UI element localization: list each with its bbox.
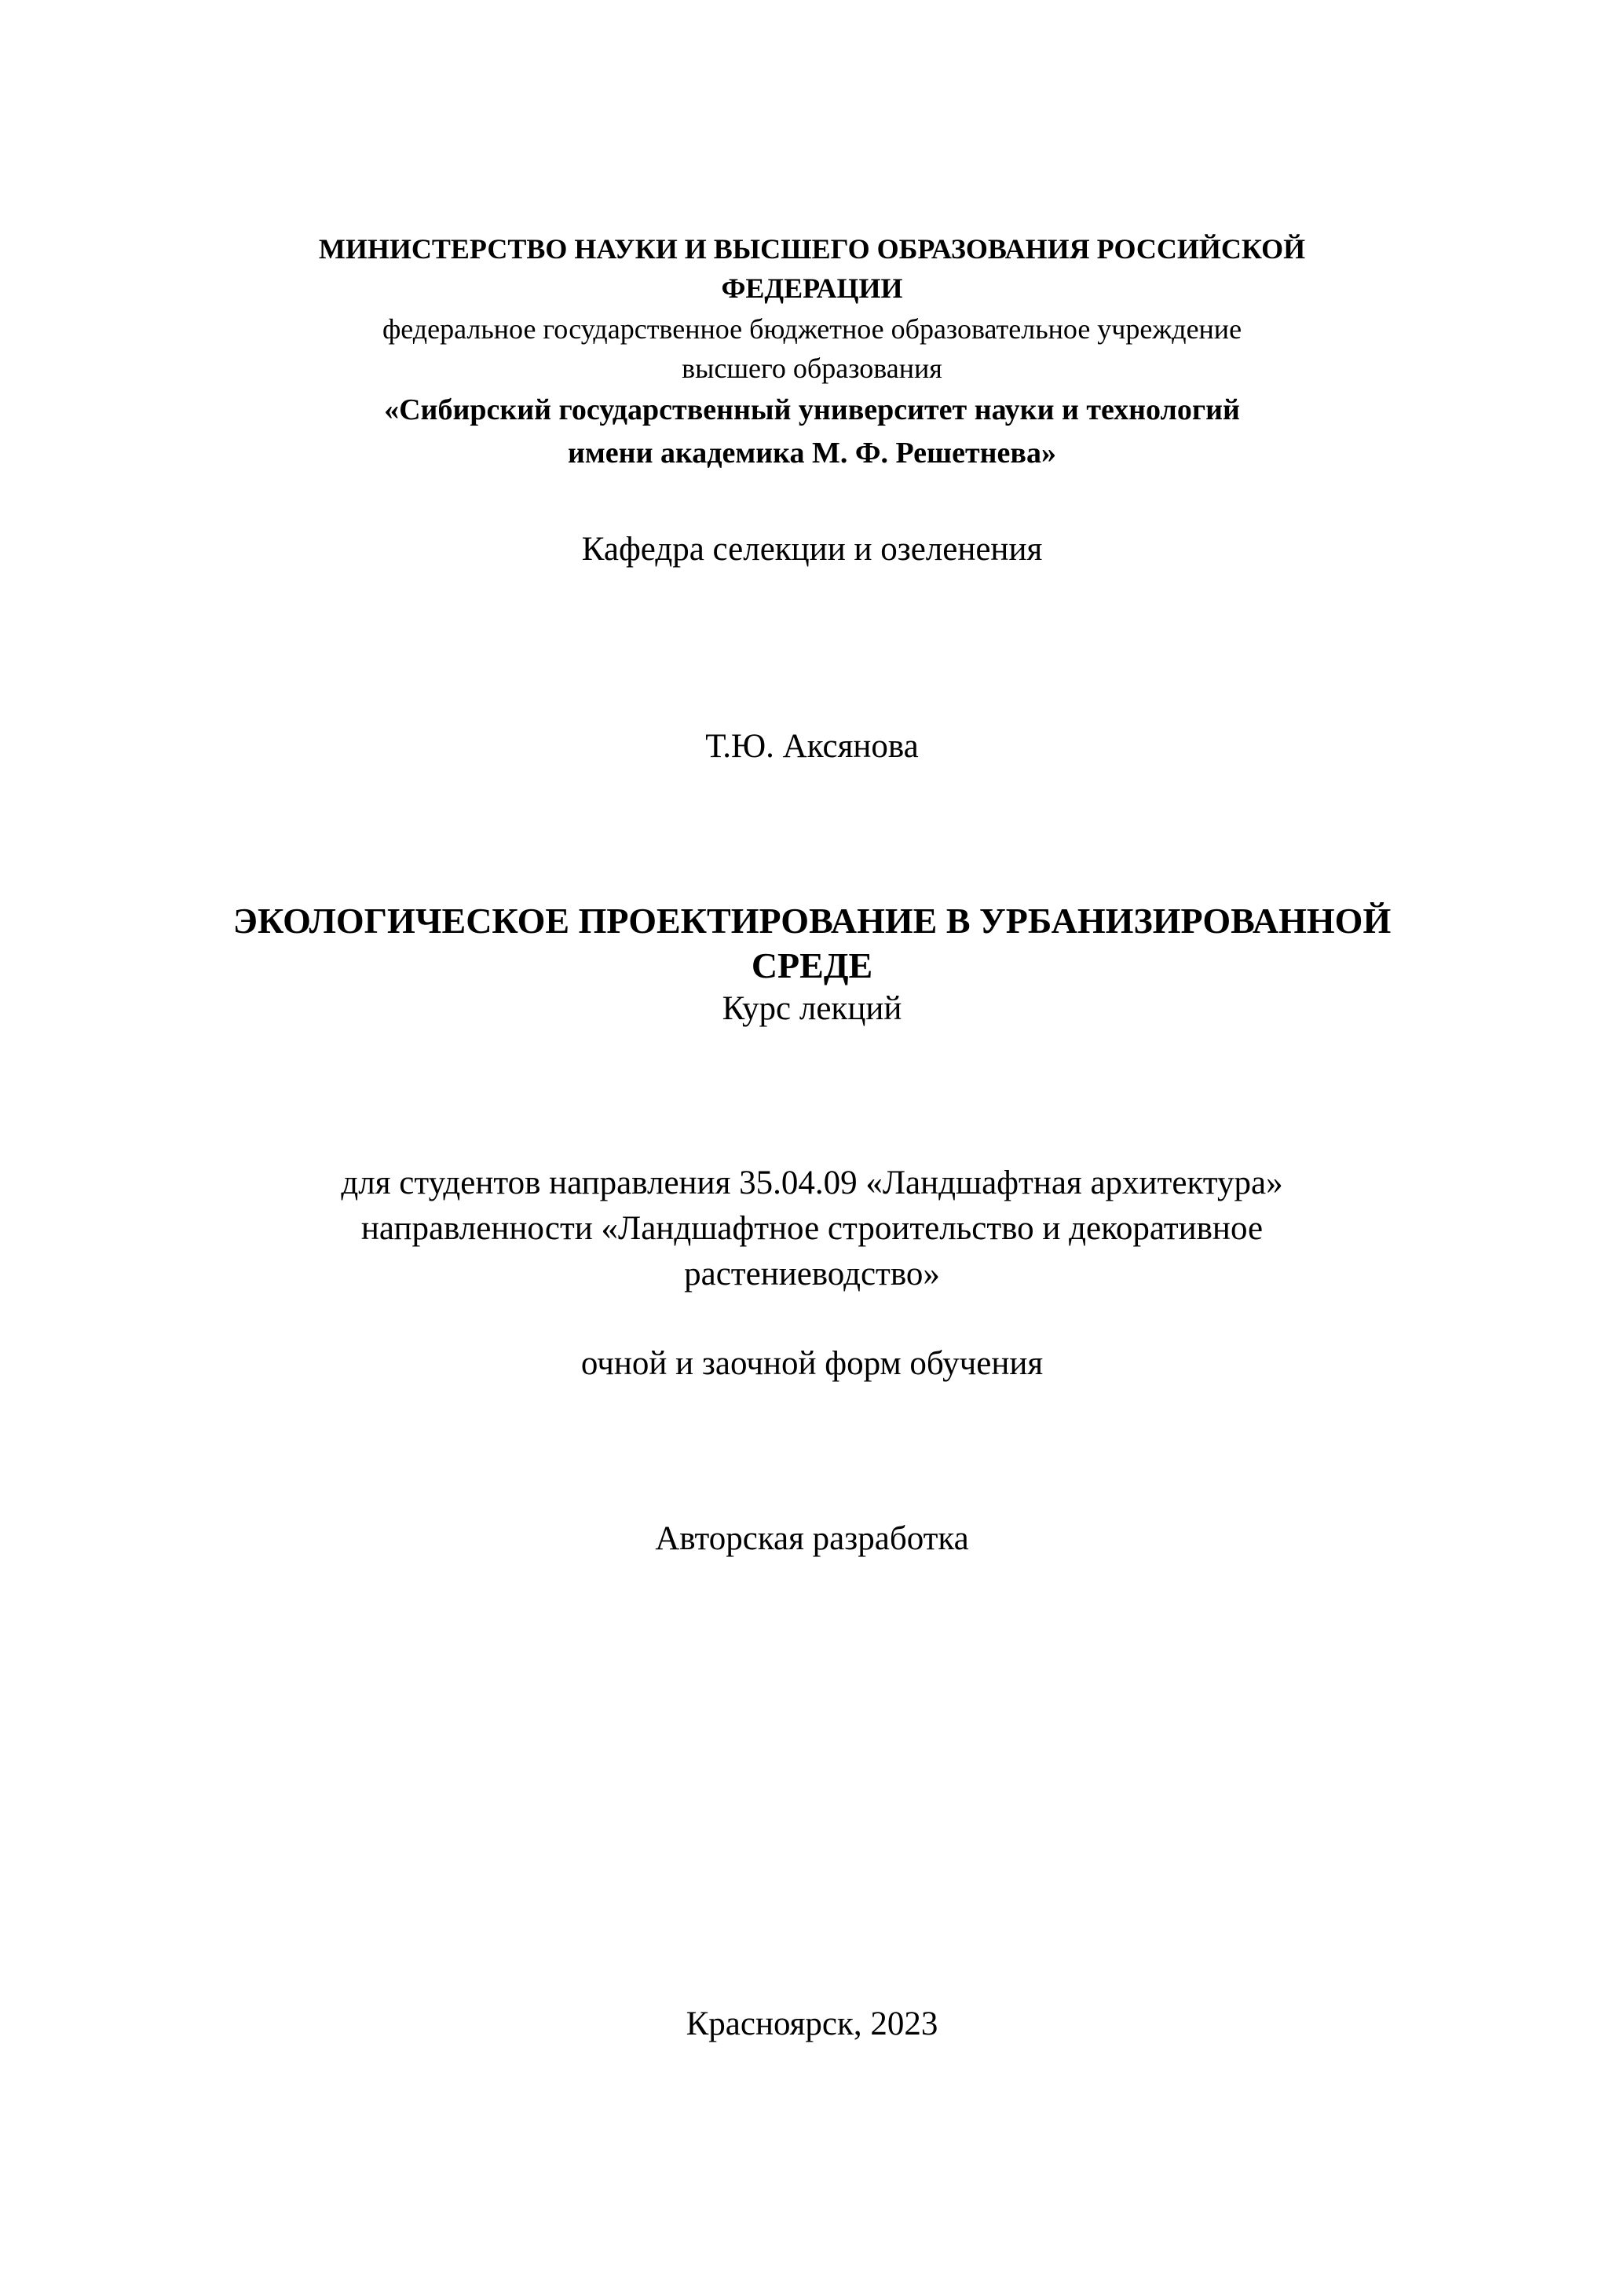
ministry-line-1: МИНИСТЕРСТВО НАУКИ И ВЫСШЕГО ОБРАЗОВАНИЯ РОССИЙСКОЙ — [318, 233, 1306, 265]
document-subtitle: Курс лекций — [722, 990, 902, 1027]
department-name: Кафедра селекции и озеленения — [581, 531, 1043, 568]
document-title-line-2: СРЕДЕ — [751, 945, 873, 985]
place-and-year: Красноярск, 2023 — [686, 2005, 938, 2042]
ministry-line-2: ФЕДЕРАЦИИ — [721, 272, 903, 304]
audience-line-3: растениеводство» — [684, 1256, 940, 1292]
university-name-line-1: «Сибирский государственный университет науки и технологий — [384, 393, 1240, 426]
study-forms: очной и заочной форм обучения — [580, 1345, 1044, 1382]
institution-type-line-1: федеральное государственное бюджетное образовательное учреждение — [382, 313, 1242, 345]
university-name-line-2: имени академика М. Ф. Решетнева» — [568, 437, 1056, 470]
document-title-line-1: ЭКОЛОГИЧЕСКОЕ ПРОЕКТИРОВАНИЕ В УРБАНИЗИРОВАННОЙ — [232, 901, 1392, 941]
audience-line-1: для студентов направления 35.04.09 «Ландшафтная архитектура» — [341, 1164, 1283, 1201]
audience-line-2: направленности «Ландшафтное строительство и декоративное — [360, 1210, 1264, 1247]
author-name: Т.Ю. Аксянова — [705, 728, 919, 765]
work-type: Авторская разработка — [655, 1520, 969, 1557]
institution-type-line-2: высшего образования — [682, 353, 942, 384]
